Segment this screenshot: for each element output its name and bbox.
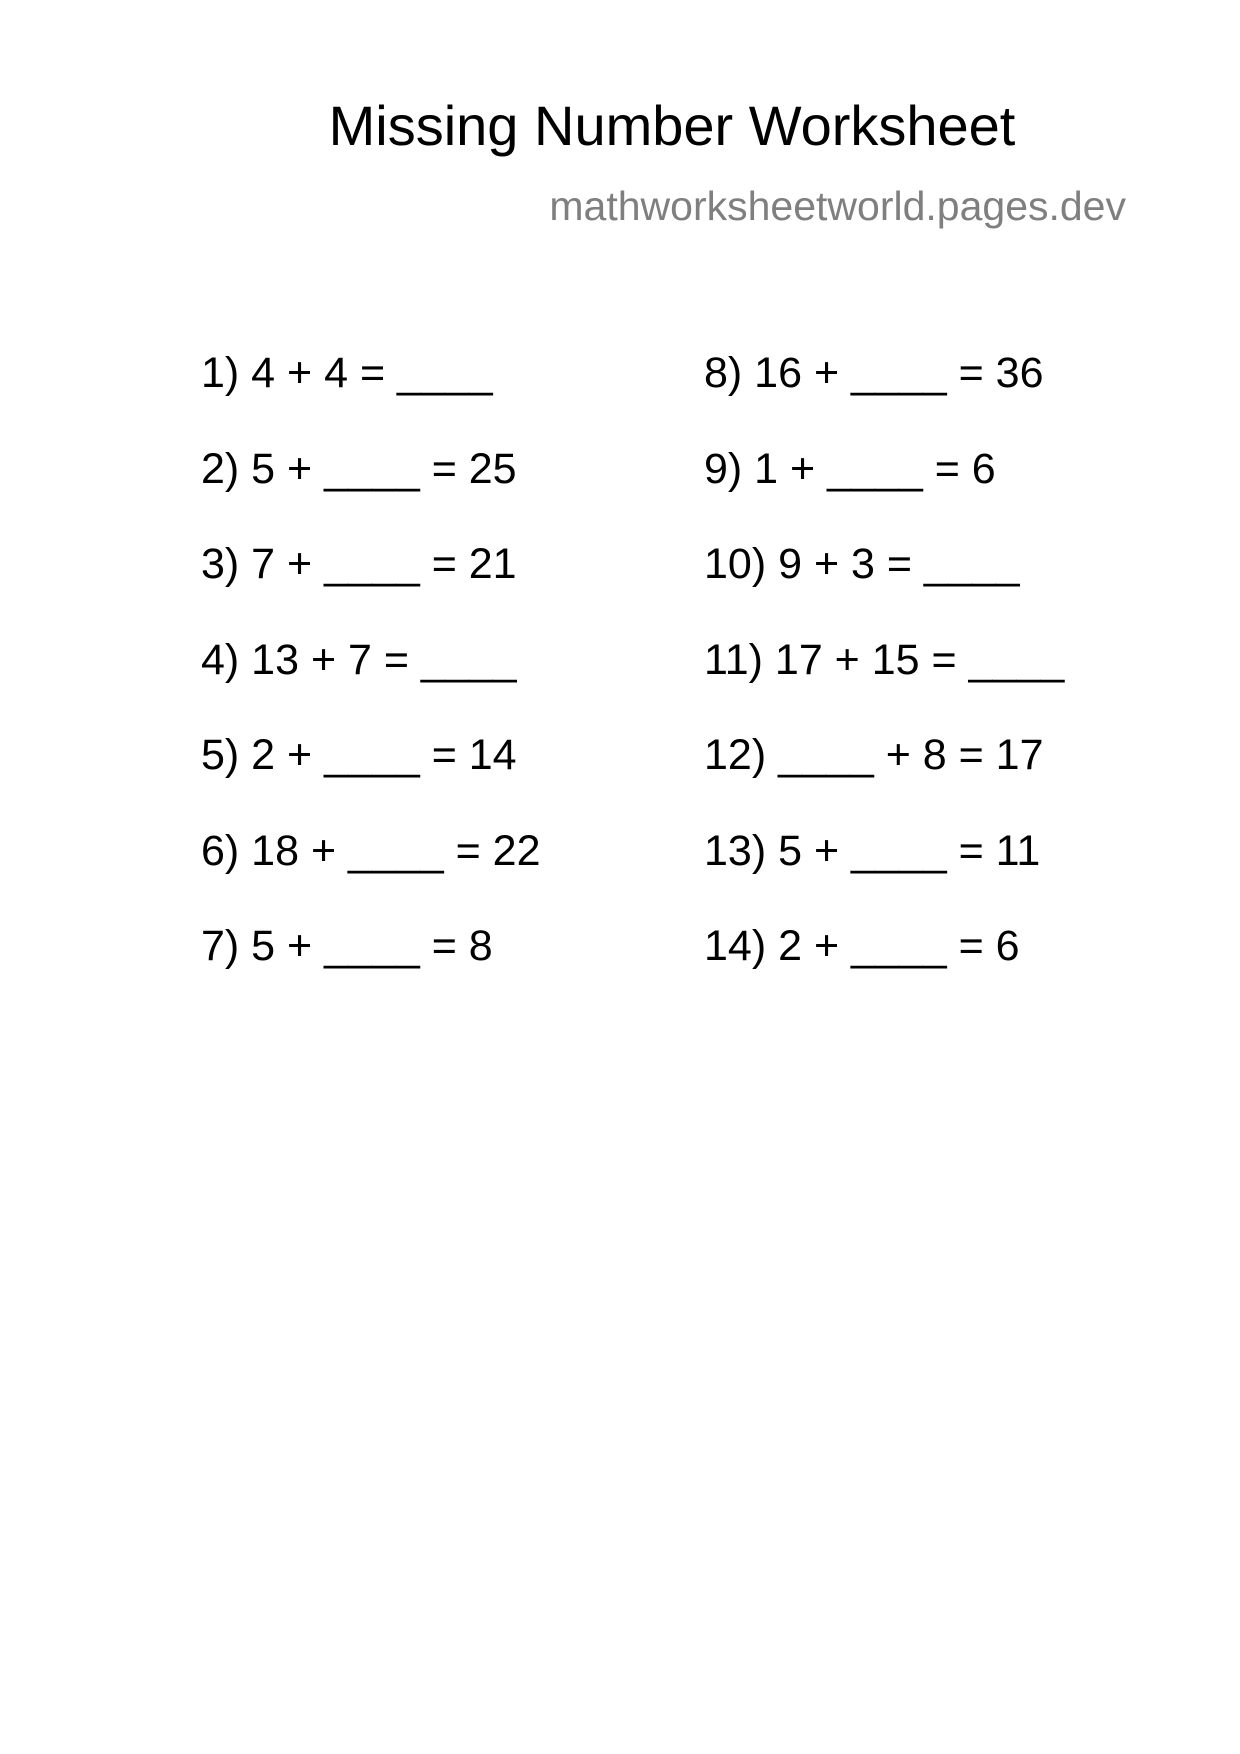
problem-6: 6) 18 + ____ = 22 [201,826,541,875]
problem-4: 4) 13 + 7 = ____ [201,635,517,684]
source-url: mathworksheetworld.pages.dev [549,183,1126,229]
problem-5: 5) 2 + ____ = 14 [201,731,517,779]
problem-10: 10) 9 + 3 = ____ [704,540,1020,588]
problem-7: 7) 5 + ____ = 8 [201,922,493,970]
problem-13: 13) 5 + ____ = 11 [704,826,1041,875]
problem-9: 9) 1 + ____ = 6 [704,444,996,493]
problem-12: 12) ____ + 8 = 17 [704,731,1044,779]
problem-11: 11) 17 + 15 = ____ [704,635,1065,684]
problem-2: 2) 5 + ____ = 25 [201,444,517,493]
problem-8: 8) 16 + ____ = 36 [704,349,1044,397]
problem-column-left [201,349,541,1021]
problem-14: 14) 2 + ____ = 6 [704,922,1020,970]
problem-1: 1) 4 + 4 = ____ [201,349,493,397]
problem-3: 3) 7 + ____ = 21 [201,540,517,588]
problem-column-right [704,349,1065,1021]
page-title: Missing Number Worksheet [328,94,1016,157]
